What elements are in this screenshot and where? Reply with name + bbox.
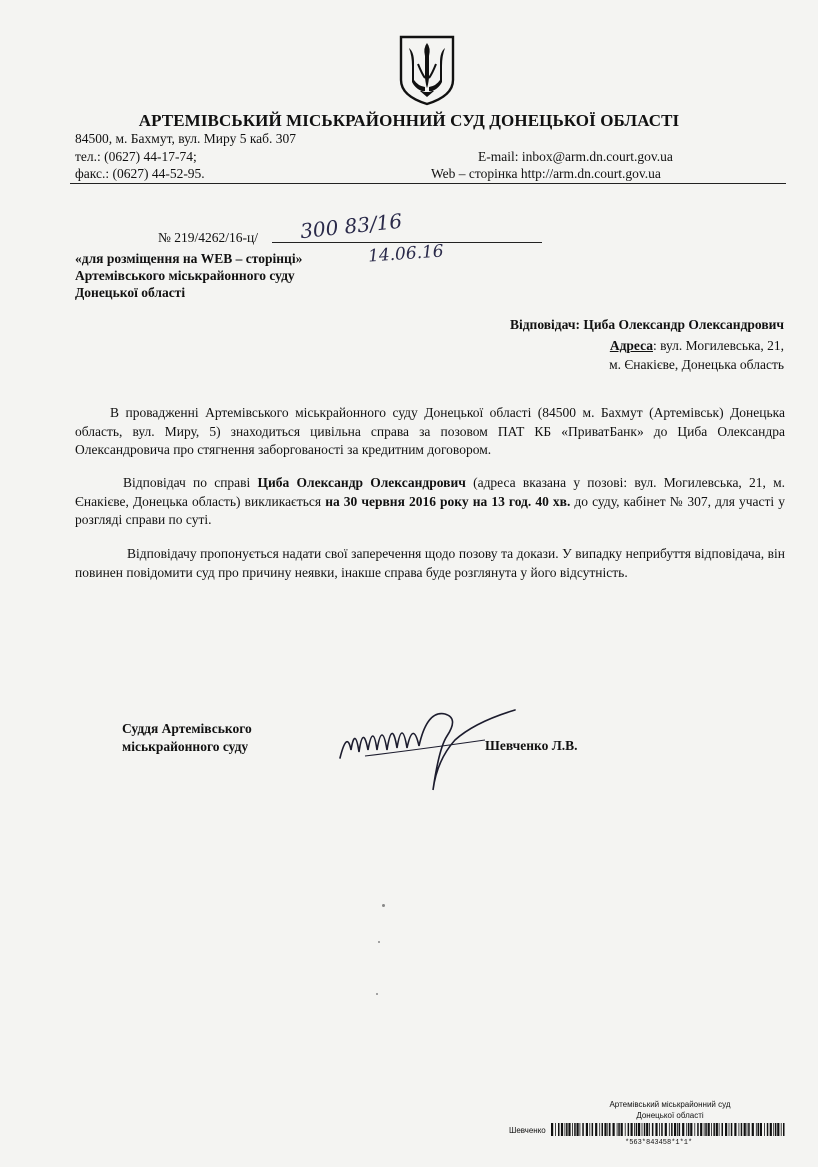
barcode-bar <box>704 1123 705 1136</box>
court-website: Web – сторінка http://arm.dn.court.gov.ua <box>431 166 661 181</box>
scan-speck <box>378 941 380 943</box>
barcode-bar <box>679 1123 681 1136</box>
barcode-bar <box>686 1123 687 1136</box>
scan-speck <box>382 904 385 907</box>
barcode-bar <box>697 1123 699 1136</box>
court-stamp-line: Артемівський міськрайонний суд <box>609 1100 731 1109</box>
scan-speck <box>376 993 378 995</box>
barcode-bar <box>661 1123 663 1136</box>
barcode-bar <box>775 1123 777 1136</box>
barcode-bar <box>739 1123 740 1136</box>
tryzub-coat-of-arms-icon <box>398 34 456 106</box>
registration-number: № 219/4262/16-ц/ <box>158 230 258 245</box>
web-publication-note <box>75 250 302 301</box>
web-note-line: Донецької області <box>75 285 186 300</box>
paragraph-objections: Відповідачу пропонується надати свої заперечення щодо позову та докази. У випадку неприбуття відповідача, він повинен повідомити суд про причину неявки, інакше справа буде розглянута у його відсутність. <box>75 546 785 580</box>
barcode-bar <box>642 1123 643 1136</box>
barcode-bar <box>595 1123 597 1136</box>
barcode-bar <box>652 1123 654 1136</box>
summons-text: Відповідач по справі <box>123 475 258 490</box>
judge-title <box>122 720 252 756</box>
barcode-bar <box>618 1123 620 1136</box>
paragraph-case-info: В провадженні Артемівського міськрайонного суду Донецької області (84500 м. Бахмут (Артемівськ) Донецька область, вул. Миру, 5) знаходиться цивільна справа за позовом ПАТ КБ «ПриватБанк» до Циба Олександра Олександровича про стягнення заборгованості за кредитним договором. <box>75 405 785 457</box>
barcode-bar <box>700 1123 702 1136</box>
barcode-bar <box>659 1123 660 1136</box>
barcode-bar <box>783 1123 785 1136</box>
barcode-bar <box>631 1123 633 1136</box>
barcode-bar <box>682 1123 684 1136</box>
barcode-bar <box>756 1123 757 1136</box>
handwritten-date: 14.06.16 <box>367 241 445 267</box>
barcode-bar <box>669 1123 670 1136</box>
court-name-heading: АРТЕМІВСЬКИЙ МІСЬКРАЙОННИЙ СУД ДОНЕЦЬКОЇ ОБЛАСТІ <box>138 111 680 130</box>
handwritten-outgoing-number: 300 83/16 <box>299 208 404 244</box>
barcode-label: Шевченко <box>509 1126 546 1135</box>
barcode-bar <box>638 1123 640 1136</box>
barcode-bar <box>625 1123 626 1136</box>
summons-date-time: на 30 червня 2016 року на 13 год. 40 хв. <box>325 493 571 509</box>
barcode-bar <box>582 1123 584 1136</box>
barcode-bar <box>690 1123 692 1136</box>
barcode-number: *563*843458*1*1* <box>625 1139 693 1147</box>
barcode-bar <box>674 1123 676 1136</box>
barcode-bar <box>609 1123 611 1136</box>
judge-title-line: Суддя Артемівського <box>122 721 252 736</box>
barcode-bar <box>760 1123 762 1136</box>
barcode-bar <box>725 1123 727 1136</box>
barcode-bar <box>688 1123 690 1136</box>
barcode-bar <box>773 1123 774 1136</box>
address-text: : вул. Могилевська, 21, <box>652 338 784 353</box>
barcode-bar <box>589 1123 590 1136</box>
barcode-bar <box>671 1123 673 1136</box>
barcode-bar <box>770 1123 772 1136</box>
respondent-address-line <box>510 337 784 354</box>
barcode-bar <box>599 1123 600 1136</box>
barcode-bar <box>748 1123 750 1136</box>
barcode-bar <box>708 1123 710 1136</box>
barcode-bar <box>747 1123 748 1136</box>
court-stamp-line: Донецької області <box>636 1111 704 1120</box>
barcode-bar <box>592 1123 594 1136</box>
respondent-label: Відповідач: <box>509 317 580 332</box>
summons-text: до суду, кабінет № 307, для участі у розгляді справи по суті. <box>75 493 785 527</box>
barcode-bar <box>566 1123 568 1136</box>
barcode-bar <box>719 1123 720 1136</box>
barcode-bar <box>741 1123 743 1136</box>
barcode-bar <box>781 1123 782 1136</box>
court-email: E-mail: inbox@arm.dn.court.gov.ua <box>478 149 673 164</box>
barcode-bar <box>577 1123 579 1136</box>
barcode-bar <box>646 1123 648 1136</box>
court-phone: тел.: (0627) 44-17-74; <box>75 149 197 164</box>
barcode-bar <box>731 1123 733 1136</box>
barcode-bar <box>711 1123 712 1136</box>
court-address: 84500, м. Бахмут, вул. Миру 5 каб. 307 <box>75 131 297 146</box>
barcode-bar <box>621 1123 623 1136</box>
barcode-bar <box>628 1123 630 1136</box>
barcode-bar <box>764 1123 765 1136</box>
barcode-bar <box>555 1123 556 1136</box>
barcode-bar <box>716 1123 718 1136</box>
barcode-bar <box>767 1123 769 1136</box>
barcode-bar <box>574 1123 576 1136</box>
barcode-bar <box>568 1123 570 1136</box>
barcode-bar <box>677 1123 678 1136</box>
barcode-bar <box>729 1123 730 1136</box>
address-label: Адреса <box>609 338 653 353</box>
barcode-bar <box>752 1123 754 1136</box>
barcode-bar <box>694 1123 695 1136</box>
court-fax: факс.: (0627) 44-52-95. <box>75 166 205 181</box>
barcode-bar <box>561 1123 563 1136</box>
judge-name: Шевченко Л.В. <box>485 738 578 753</box>
web-note-line: «для розміщення на WEB – сторінці» <box>75 251 303 266</box>
respondent-block <box>510 316 784 373</box>
barcode-bar <box>734 1123 736 1136</box>
barcode-bar <box>722 1123 724 1136</box>
barcode-bar <box>655 1123 657 1136</box>
barcode-bar <box>602 1123 604 1136</box>
barcode-bar <box>613 1123 615 1136</box>
paragraph-summons <box>75 474 785 530</box>
barcode-bar <box>586 1123 588 1136</box>
summons-respondent-name: Циба Олександр Олександрович <box>257 475 466 490</box>
respondent-name-line <box>510 316 784 333</box>
respondent-city: м. Єнакієве, Донецька область <box>609 357 784 372</box>
web-note-line: Артемівського міськрайонного суду <box>75 268 295 283</box>
barcode-bar <box>705 1123 707 1136</box>
barcode-bar <box>580 1123 581 1136</box>
barcode-bar <box>572 1123 573 1136</box>
respondent-name: Циба Олександр Олександрович <box>583 317 784 332</box>
judge-title-line: міськрайонного суду <box>122 739 249 754</box>
barcode-bar <box>617 1123 618 1136</box>
summons-text: (адреса вказана у позові: вул. Могилевська, 21, м. Єнакієве, Донецька область) викликається <box>75 475 786 509</box>
barcode-bar <box>758 1123 760 1136</box>
barcode-bar <box>634 1123 635 1136</box>
barcode-bar <box>744 1123 746 1136</box>
barcode-bar <box>644 1123 646 1136</box>
barcode-bar <box>565 1123 566 1136</box>
barcode-bar <box>649 1123 650 1136</box>
barcode-bar <box>713 1123 715 1136</box>
barcode-bar <box>558 1123 560 1136</box>
barcode-bar <box>665 1123 667 1136</box>
barcode-bar <box>636 1123 638 1136</box>
document-barcode <box>551 1123 787 1136</box>
barcode-bar <box>607 1123 608 1136</box>
barcode-bar <box>604 1123 606 1136</box>
header-divider <box>70 183 786 184</box>
barcode-bar <box>551 1123 553 1136</box>
barcode-bar <box>777 1123 779 1136</box>
